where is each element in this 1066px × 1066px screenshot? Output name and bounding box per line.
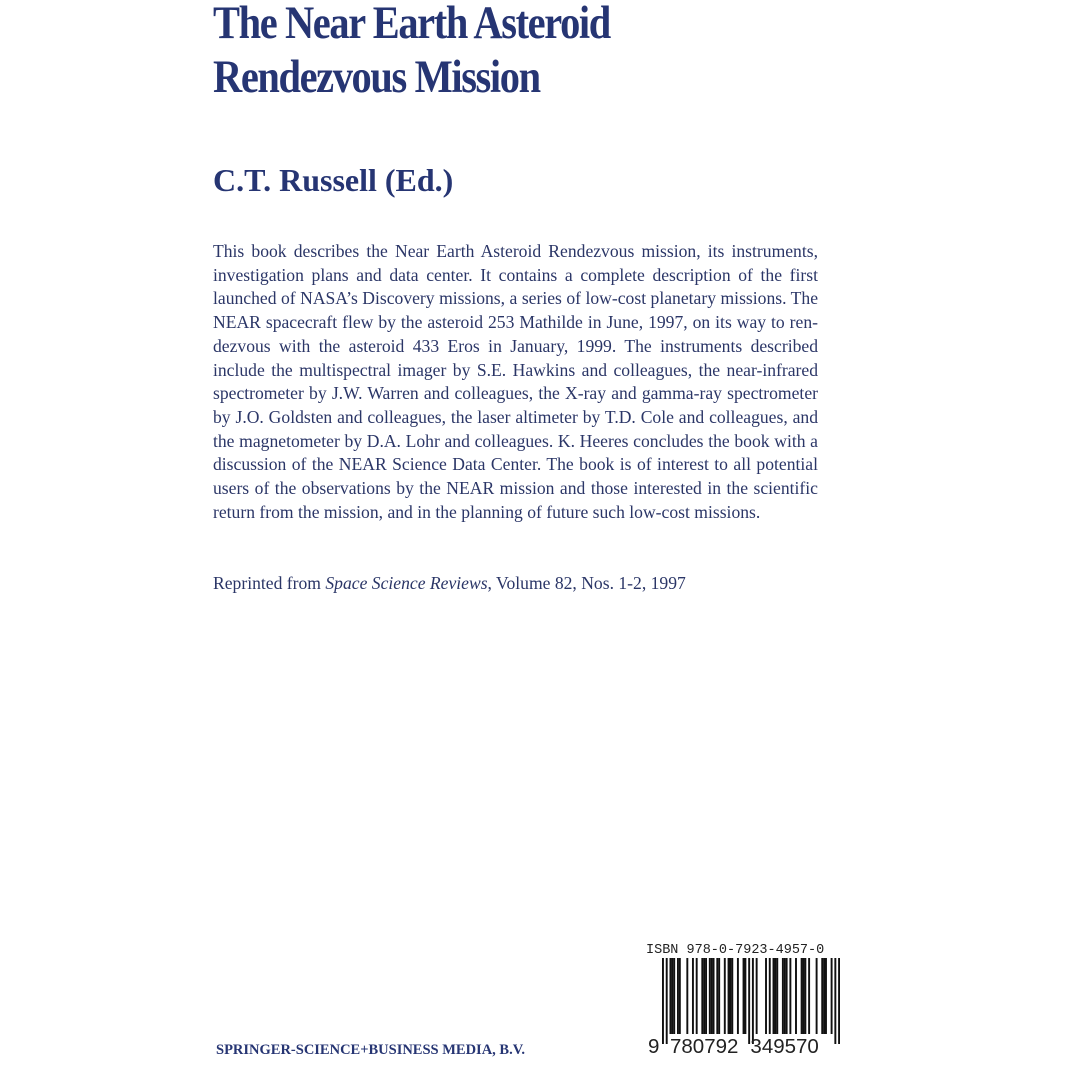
barcode-bar (711, 958, 713, 1034)
reprint-journal: Space Science Reviews (325, 573, 488, 593)
barcode-bar (731, 958, 733, 1034)
barcode-digit-group-2: 349570 (750, 1035, 819, 1058)
barcode-bar (737, 958, 739, 1034)
isbn-barcode (662, 958, 840, 1044)
barcode-bar (679, 958, 681, 1034)
barcode-bar (784, 958, 786, 1034)
book-title-line-1: The Near Earth Asteroid (213, 0, 610, 49)
barcode-bar (703, 958, 705, 1034)
barcode-bar (795, 958, 797, 1034)
reprint-suffix: , Volume 82, Nos. 1-2, 1997 (487, 573, 686, 593)
barcode-bar (789, 958, 791, 1034)
barcode-bar (728, 958, 730, 1034)
book-title (213, 0, 643, 104)
barcode-bar (709, 958, 711, 1034)
barcode-bar (677, 958, 679, 1034)
barcode-bar (743, 958, 745, 1034)
reprint-prefix: Reprinted from (213, 573, 326, 593)
barcode-bar (696, 958, 698, 1034)
barcode-guard-bar (752, 958, 754, 1044)
barcode-guard-bar (662, 958, 664, 1044)
barcode-guard-bar (666, 958, 668, 1044)
barcode-bar (718, 958, 720, 1034)
reprint-note (213, 571, 686, 595)
publisher-name: SPRINGER-SCIENCE+BUSINESS MEDIA, B.V. (216, 1042, 525, 1058)
barcode-bar (765, 958, 767, 1034)
barcode-bar (804, 958, 806, 1034)
barcode-bar (803, 958, 805, 1034)
barcode-bar (729, 958, 731, 1034)
barcode-bar (774, 958, 776, 1034)
barcode-digit-group-1: 780792 (670, 1035, 739, 1058)
barcode-bar (786, 958, 788, 1034)
book-title-line-2: Rendezvous Mission (213, 51, 540, 103)
barcode-bar (773, 958, 775, 1034)
barcode-bar (701, 958, 703, 1034)
barcode-guard-bar (834, 958, 836, 1044)
barcode-bar (692, 958, 694, 1034)
barcode-bar (801, 958, 803, 1034)
barcode-digits (648, 1034, 819, 1060)
barcode-guard-bar (748, 958, 750, 1044)
barcode-lead-digit: 9 (648, 1035, 660, 1058)
barcode-bar (686, 958, 688, 1034)
barcode-bar (705, 958, 707, 1034)
barcode-bar (724, 958, 726, 1034)
barcode-bar (716, 958, 718, 1034)
barcode-bar (673, 958, 675, 1034)
barcode-bar (669, 958, 671, 1034)
barcode-bar (671, 958, 673, 1034)
barcode-bar (823, 958, 825, 1034)
isbn-label: ISBN 978-0-7923-4957-0 (646, 943, 825, 958)
barcode-bar (776, 958, 778, 1034)
barcode-bar (808, 958, 810, 1034)
barcode-bar (713, 958, 715, 1034)
barcode-bar (769, 958, 771, 1034)
book-description: This book describes the Near Earth Asteroid Rendezvous mission, its instruments, investigation plans and data center. It contains a complete description of the first launched of NASA’s Discovery missions, a series of low-cost planetary missions. The NEAR spacecraft flew by the asteroid 253 Mathilde in June, 1997, on its way to rendezvous with the asteroid 433 Eros in January, 1999. The instruments described include the multispectral imager by S.E. Hawkins and colleagues, the near-infrared spectrometer by J.W. Warren and colleagues, the X-ray and gamma-ray spectrometer by J.O. Goldsten and colleagues, the laser altimeter by T.D. Cole and colleagues, and the magnetometer by D.A. Lohr and colleagues. K. Heeres concludes the book with a discussion of the NEAR Science Data Center. The book is of interest to all potential users of the observations by the NEAR mission and those interested in the scientific return from the mission, and in the planning of future such low-cost missions. (213, 241, 818, 522)
book-editor: C.T. Russell (Ed.) (213, 162, 454, 198)
barcode-bar (825, 958, 827, 1034)
barcode-bar (756, 958, 758, 1034)
barcode-bar (831, 958, 833, 1034)
barcode-bar (782, 958, 784, 1034)
barcode-bar (821, 958, 823, 1034)
barcode-guard-bar (838, 958, 840, 1044)
barcode-bar (816, 958, 818, 1034)
barcode-bar (744, 958, 746, 1034)
